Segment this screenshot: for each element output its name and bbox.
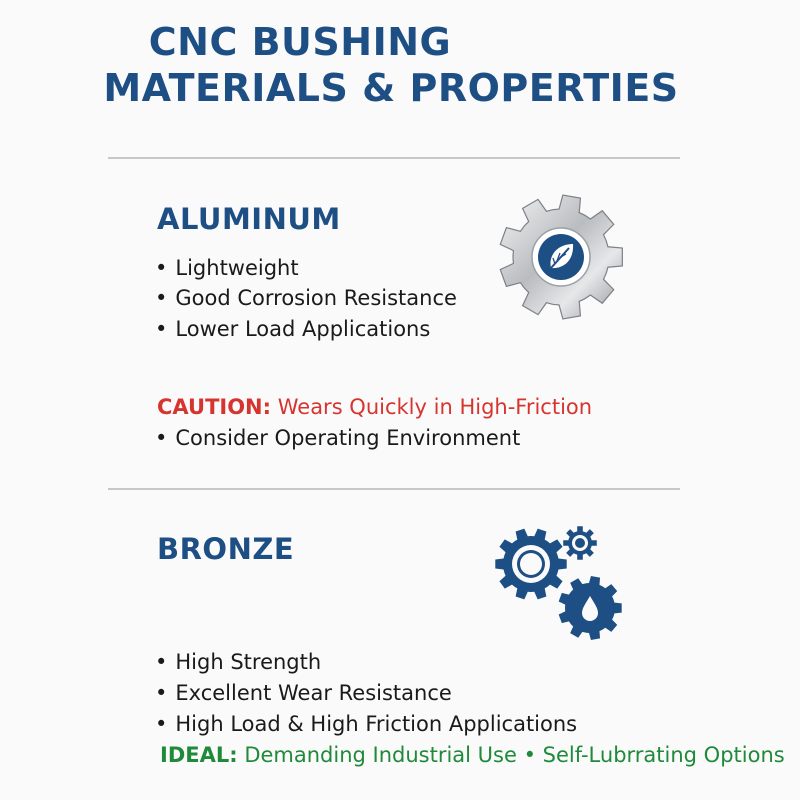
list-item: • Lower Load Applications bbox=[155, 317, 431, 341]
divider-middle bbox=[108, 488, 680, 490]
list-item: • Excellent Wear Resistance bbox=[155, 681, 452, 705]
list-item: • High Load & High Friction Applications bbox=[155, 712, 578, 736]
page-title-line-1: CNC BUSHING bbox=[148, 20, 452, 64]
section-heading-aluminum: ALUMINUM bbox=[157, 202, 341, 236]
caution-callout bbox=[157, 395, 592, 419]
caution-label: CAUTION: bbox=[157, 395, 272, 419]
page-title-line-2: MATERIALS & PROPERTIES bbox=[103, 66, 679, 110]
caution-text: Wears Quickly in High-Friction bbox=[277, 395, 593, 419]
list-item: • Consider Operating Environment bbox=[155, 426, 521, 450]
ideal-callout bbox=[160, 743, 785, 767]
list-item: • High Strength bbox=[155, 650, 322, 674]
ideal-label: IDEAL: bbox=[160, 743, 238, 767]
ideal-text: Demanding Industrial Use • Self-Lubrrating Options bbox=[244, 743, 785, 767]
list-item: • Good Corrosion Resistance bbox=[155, 286, 457, 310]
divider-top bbox=[108, 157, 680, 159]
section-heading-bronze: BRONZE bbox=[157, 532, 295, 566]
list-item: • Lightweight bbox=[155, 256, 299, 280]
gear-leaf-icon bbox=[497, 193, 625, 321]
gears-oil-drop-icon bbox=[488, 520, 628, 640]
